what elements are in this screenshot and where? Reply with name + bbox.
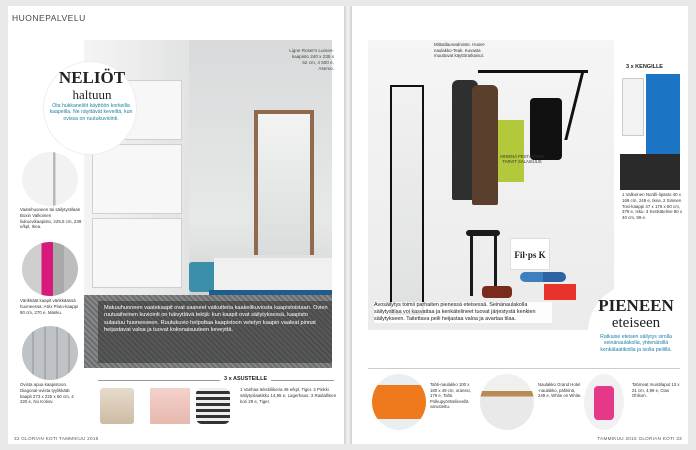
left-magazine-page (8, 6, 344, 444)
coat-rack-illustration (478, 70, 588, 73)
storage-basket-photo (100, 388, 134, 424)
right-magazine-page (352, 6, 688, 444)
page-folio: 32 GLORIAN KOTI TAMMIKUU 2015 (14, 436, 99, 441)
bed-illustration (214, 255, 332, 295)
thumbnail-photo (22, 152, 78, 206)
coat-illustration (472, 85, 498, 205)
mirror-illustration (390, 85, 424, 315)
white-cabinet-photo (622, 78, 644, 136)
shoebox-illustration (544, 284, 576, 300)
section-label: HUONEPALVELU (12, 13, 86, 23)
spread-gutter (344, 6, 352, 444)
wardrobe-panel (92, 144, 182, 214)
thumbnail-caption: Vaatehuoneen tai säilytystilaan Boxin Valkoinen liukuovikaapisto, 225,5 cm, 239 e/kpl, Ikea. (20, 207, 82, 230)
intro-text: Ratkaise eteisen säilytys sirolla seinänaulakolla, yhtenäisillä kenkälaatikoilla ja isolla peilillä. (600, 334, 672, 353)
sneakers-illustration (520, 272, 566, 282)
hallway-sign: Fil·ps K (510, 238, 550, 270)
thumbnail-caption: Tahti-naulakko 100 x 180 x 49 cm, oranssi, 179 e, Tahti. Polkupyörätelineellä varustettu. (430, 382, 471, 410)
headline-main: PIENEEN (598, 296, 674, 315)
headline-sub: haltuun (72, 87, 112, 102)
page-folio: TAMMIKUU 2015 GLORIAN KOTI 33 (597, 436, 682, 441)
thumbnail-photo (480, 374, 534, 430)
storage-box-photo (150, 388, 190, 424)
lumen-caption: Ligne Roset'n Lumen-kaapisto 240 x 235 x 62 cm, 4 500 e, Asemo. (289, 48, 334, 71)
pink-sneaker-illustration (594, 386, 614, 420)
boots-illustration (482, 286, 512, 298)
thumbnail-photo (372, 374, 426, 430)
headline-main: NELIÖT (58, 68, 126, 87)
coat-rack-caption: Mittatilausvalmiste. Huset-naulakko-Teak. Kuvasta muuttuvat käyttöratkaisut. (434, 42, 486, 59)
headline-sub: eteiseen (611, 315, 661, 331)
kengille-label: 3 x KENGILLE (626, 64, 663, 70)
black-shoe-rack-photo (620, 154, 680, 190)
thumbnail-caption: Ovista apua kaapistoon. Diagonal-ovista tyylikkäät kaapit 273 x 225 x 60 cm, 4 320 e, Nu Kotiov. (20, 382, 74, 405)
body-text: Avosäilytys toimii parhaiten pienessä eteisessä. Seinänaulakolla säilytystilaa voi kasvattaa ja kenkätelineet tuovat järjestystä kenkien säilytykseen. Taitettava peili heijastaa valoa ja avartaa tilaa. (374, 302, 552, 323)
kengille-text: 1 Valkoinen Nordli-lipasto 40 x 169 cm, 249 e, Ikea. 2 Sininen Tosi-kaappi 47 x 176 x 50 cm, 379 e, Isku. 3 Kenkäteline 80 x 40 cm, 99 e. (622, 192, 683, 221)
asusteille-text: 1 Vanhaa tekstiilikoria 49 e/kpl, Tiger. 2 Pinkki säilytyslaatikko 14,95 e, Lagerhaus. 3 Raidallinen kori 29 e, Tiger. (240, 387, 337, 404)
thumbnail-caption: Naulakko Grand Hotel -naulakko, pähkinä, 249 e, White on White. (538, 382, 582, 399)
hallway-photo (368, 40, 614, 330)
green-bag-illustration (498, 120, 524, 182)
divider (98, 380, 334, 381)
stool-illustration (189, 262, 217, 292)
blue-cabinet-photo (646, 74, 680, 154)
thumbnail-caption: Värikkäät kaapit värikkäässä huoneessa: Atrix Pluto-kaappi 90 cm, 270 e, Masku. (20, 298, 79, 315)
handwritten-note: ARKENÄ PESTÄVÄKSI TARVIT SALAISUUS (499, 154, 545, 164)
coat-rack-post (564, 70, 584, 140)
divider (368, 368, 680, 369)
stool-leg (470, 236, 473, 296)
asusteille-label: 3 x ASUSTEILLE (220, 376, 271, 382)
intro-text: Ota hukkaneliöt käyttöön korkeilla kaapeilla. Ne näyttävät keveiltä, kun ovissa on ruutukuviointi. (49, 103, 133, 122)
photo-caption: Makuuhuoneen vaatekaapit ovat saaneet vaikutteita kaakelikuviosta kaapistoistaan. Ovien ruutuaiheinen kuviointi on häivyttävä tekijä: kun kaapit ovat säilytyksessä, kaapisto sulautuu huoneeseen. Ruutukuvio helpottaa kaapistoon vetetyn kaapin vaaleat pinnat heijastavat valoa ja tuovat kokonaisuuteen keveyttä. (104, 305, 328, 333)
thumbnail-caption: Tahmeat muistilaput 13 x 21 cm, 4,99 e, Clas Ohlson. (632, 382, 680, 399)
thumbnail-photo (22, 326, 78, 380)
window-illustration (254, 110, 314, 260)
black-bag-illustration (530, 98, 562, 160)
thumbnail-photo (22, 242, 78, 296)
wardrobe-panel (92, 218, 182, 288)
striped-basket-photo (196, 388, 230, 424)
